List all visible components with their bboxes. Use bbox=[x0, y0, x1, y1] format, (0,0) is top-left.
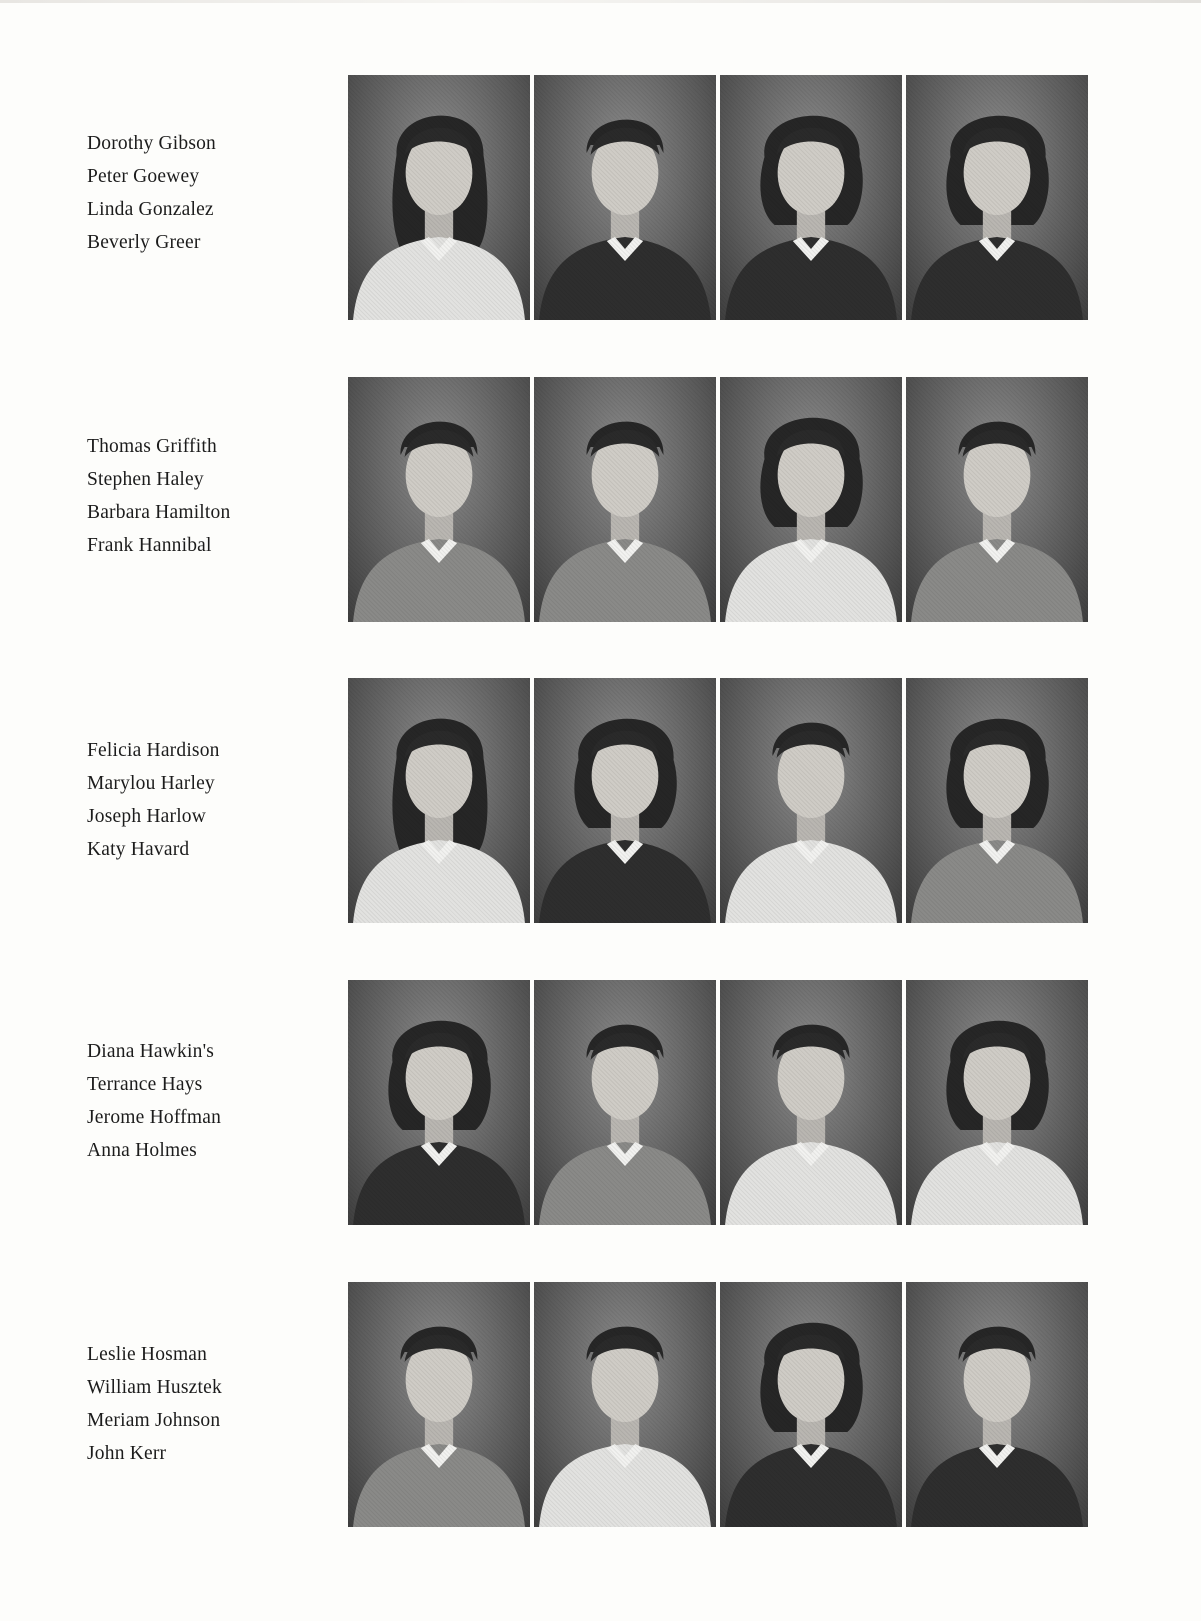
portrait-hair bbox=[773, 723, 850, 756]
portrait-face bbox=[592, 131, 659, 215]
portrait-face bbox=[964, 433, 1031, 517]
student-portrait bbox=[534, 75, 716, 320]
student-name: Beverly Greer bbox=[87, 232, 201, 253]
portrait-fringe bbox=[777, 1335, 846, 1362]
portrait-illustration bbox=[720, 75, 902, 320]
portrait-fringe bbox=[777, 128, 846, 155]
portrait-collar bbox=[793, 539, 829, 563]
portrait-illustration bbox=[348, 1282, 530, 1527]
portrait-face bbox=[964, 131, 1031, 215]
portrait-clothing bbox=[725, 1444, 897, 1527]
portrait-neck bbox=[983, 502, 1011, 547]
portrait-illustration bbox=[348, 980, 530, 1225]
portrait-neck bbox=[983, 1407, 1011, 1452]
portrait-neck bbox=[611, 1105, 639, 1150]
student-name: Peter Goewey bbox=[87, 166, 200, 187]
student-name: Jerome Hoffman bbox=[87, 1107, 222, 1128]
student-name: Anna Holmes bbox=[87, 1140, 197, 1161]
portrait-collar bbox=[421, 840, 457, 864]
portrait-collar bbox=[793, 1444, 829, 1468]
student-portrait bbox=[906, 1282, 1088, 1527]
portrait-fringe bbox=[591, 731, 660, 758]
student-name: Frank Hannibal bbox=[87, 535, 212, 556]
portrait-illustration bbox=[720, 1282, 902, 1527]
name-list bbox=[87, 127, 216, 259]
portrait-collar bbox=[421, 539, 457, 563]
portrait-fringe bbox=[963, 1033, 1032, 1060]
portrait-collar bbox=[607, 1142, 643, 1166]
portrait-fringe bbox=[591, 1033, 660, 1060]
portrait-collar bbox=[607, 539, 643, 563]
portrait-clothing bbox=[911, 539, 1083, 622]
portrait-hair bbox=[392, 116, 487, 250]
portrait-neck bbox=[425, 200, 453, 245]
portrait-clothing bbox=[911, 1444, 1083, 1527]
portrait-face bbox=[406, 433, 473, 517]
portrait-hair bbox=[773, 1025, 850, 1058]
student-name: Leslie Hosman bbox=[87, 1344, 208, 1365]
portrait-fringe bbox=[963, 430, 1032, 457]
portrait-collar bbox=[793, 237, 829, 261]
student-portrait bbox=[906, 75, 1088, 320]
portrait-clothing bbox=[353, 539, 525, 622]
portrait-clothing bbox=[911, 237, 1083, 320]
student-portrait bbox=[720, 75, 902, 320]
portrait-neck bbox=[425, 1105, 453, 1150]
portrait-face bbox=[592, 734, 659, 818]
portrait-face bbox=[778, 433, 845, 517]
portrait-clothing bbox=[725, 840, 897, 923]
photo-strip bbox=[348, 377, 1088, 622]
portrait-fringe bbox=[777, 1033, 846, 1060]
student-row bbox=[0, 678, 1201, 928]
portrait-face bbox=[778, 131, 845, 215]
student-portrait bbox=[534, 1282, 716, 1527]
student-name: Terrance Hays bbox=[87, 1074, 203, 1095]
portrait-hair bbox=[760, 418, 862, 527]
portrait-illustration bbox=[534, 980, 716, 1225]
portrait-face bbox=[964, 1338, 1031, 1422]
student-portrait bbox=[348, 980, 530, 1225]
student-portrait bbox=[720, 678, 902, 923]
portrait-collar bbox=[607, 840, 643, 864]
portrait-illustration bbox=[906, 377, 1088, 622]
portrait-hair bbox=[587, 1327, 664, 1360]
portrait-fringe bbox=[591, 1335, 660, 1362]
student-portrait bbox=[348, 377, 530, 622]
portrait-clothing bbox=[725, 237, 897, 320]
portrait-collar bbox=[421, 1444, 457, 1468]
portrait-face bbox=[778, 1338, 845, 1422]
portrait-face bbox=[592, 433, 659, 517]
portrait-hair bbox=[392, 719, 487, 853]
portrait-clothing bbox=[725, 539, 897, 622]
student-name: Barbara Hamilton bbox=[87, 502, 231, 523]
portrait-illustration bbox=[348, 377, 530, 622]
portrait-clothing bbox=[353, 1444, 525, 1527]
portrait-neck bbox=[797, 1105, 825, 1150]
student-name: Katy Havard bbox=[87, 839, 190, 860]
portrait-neck bbox=[611, 200, 639, 245]
portrait-fringe bbox=[777, 430, 846, 457]
portrait-illustration bbox=[906, 678, 1088, 923]
portrait-face bbox=[964, 734, 1031, 818]
portrait-hair bbox=[760, 116, 862, 225]
portrait-clothing bbox=[539, 1444, 711, 1527]
student-row bbox=[0, 1282, 1201, 1532]
portrait-hair bbox=[946, 719, 1048, 828]
portrait-illustration bbox=[720, 678, 902, 923]
portrait-clothing bbox=[353, 237, 525, 320]
student-name: Dorothy Gibson bbox=[87, 133, 217, 154]
student-name: Diana Hawkin's bbox=[87, 1041, 215, 1062]
portrait-face bbox=[964, 1036, 1031, 1120]
student-row bbox=[0, 75, 1201, 325]
portrait-illustration bbox=[534, 377, 716, 622]
student-row bbox=[0, 980, 1201, 1230]
student-row bbox=[0, 377, 1201, 627]
portrait-clothing bbox=[539, 539, 711, 622]
student-name: Thomas Griffith bbox=[87, 436, 217, 457]
student-portrait bbox=[720, 377, 902, 622]
portrait-face bbox=[592, 1036, 659, 1120]
portrait-fringe bbox=[963, 731, 1032, 758]
photo-strip bbox=[348, 980, 1088, 1225]
name-list bbox=[87, 1338, 222, 1470]
portrait-neck bbox=[797, 502, 825, 547]
portrait-face bbox=[778, 734, 845, 818]
portrait-illustration bbox=[906, 75, 1088, 320]
portrait-face bbox=[406, 1036, 473, 1120]
student-portrait bbox=[906, 980, 1088, 1225]
portrait-fringe bbox=[405, 731, 474, 758]
portrait-illustration bbox=[534, 678, 716, 923]
student-portrait bbox=[906, 678, 1088, 923]
portrait-hair bbox=[574, 719, 676, 828]
portrait-hair bbox=[946, 116, 1048, 225]
portrait-face bbox=[406, 734, 473, 818]
portrait-illustration bbox=[720, 377, 902, 622]
portrait-collar bbox=[421, 237, 457, 261]
portrait-neck bbox=[983, 200, 1011, 245]
portrait-fringe bbox=[591, 430, 660, 457]
portrait-clothing bbox=[911, 1142, 1083, 1225]
name-list bbox=[87, 734, 220, 866]
student-portrait bbox=[906, 377, 1088, 622]
portrait-collar bbox=[793, 840, 829, 864]
student-name: John Kerr bbox=[87, 1443, 167, 1464]
portrait-neck bbox=[983, 803, 1011, 848]
portrait-clothing bbox=[539, 237, 711, 320]
student-portrait bbox=[534, 377, 716, 622]
portrait-neck bbox=[983, 1105, 1011, 1150]
portrait-collar bbox=[607, 1444, 643, 1468]
portrait-hair bbox=[587, 120, 664, 153]
portrait-hair bbox=[401, 422, 478, 455]
student-portrait bbox=[720, 1282, 902, 1527]
portrait-clothing bbox=[539, 840, 711, 923]
portrait-illustration bbox=[348, 678, 530, 923]
portrait-face bbox=[406, 1338, 473, 1422]
portrait-fringe bbox=[405, 1033, 474, 1060]
student-portrait bbox=[534, 678, 716, 923]
portrait-neck bbox=[611, 803, 639, 848]
portrait-illustration bbox=[348, 75, 530, 320]
portrait-collar bbox=[979, 1142, 1015, 1166]
portrait-clothing bbox=[539, 1142, 711, 1225]
student-name: Linda Gonzalez bbox=[87, 199, 214, 220]
student-portrait bbox=[534, 980, 716, 1225]
portrait-clothing bbox=[911, 840, 1083, 923]
portrait-collar bbox=[607, 237, 643, 261]
portrait-hair bbox=[959, 1327, 1036, 1360]
portrait-illustration bbox=[720, 980, 902, 1225]
student-portrait bbox=[348, 75, 530, 320]
portrait-illustration bbox=[534, 1282, 716, 1527]
portrait-neck bbox=[611, 1407, 639, 1452]
portrait-hair bbox=[401, 1327, 478, 1360]
portrait-neck bbox=[797, 803, 825, 848]
portrait-hair bbox=[946, 1021, 1048, 1130]
student-name: Joseph Harlow bbox=[87, 806, 207, 827]
portrait-clothing bbox=[353, 840, 525, 923]
portrait-neck bbox=[425, 803, 453, 848]
student-portrait bbox=[720, 980, 902, 1225]
student-name: Meriam Johnson bbox=[87, 1410, 221, 1431]
student-name: William Husztek bbox=[87, 1377, 222, 1398]
portrait-fringe bbox=[405, 430, 474, 457]
portrait-neck bbox=[797, 1407, 825, 1452]
photo-strip bbox=[348, 1282, 1088, 1527]
name-list bbox=[87, 430, 230, 562]
portrait-fringe bbox=[405, 1335, 474, 1362]
portrait-collar bbox=[979, 840, 1015, 864]
student-name: Marylou Harley bbox=[87, 773, 215, 794]
portrait-fringe bbox=[777, 731, 846, 758]
portrait-hair bbox=[388, 1021, 490, 1130]
portrait-neck bbox=[611, 502, 639, 547]
portrait-fringe bbox=[963, 1335, 1032, 1362]
student-portrait bbox=[348, 678, 530, 923]
name-list bbox=[87, 1035, 221, 1167]
portrait-hair bbox=[587, 422, 664, 455]
portrait-hair bbox=[959, 422, 1036, 455]
portrait-clothing bbox=[353, 1142, 525, 1225]
portrait-collar bbox=[979, 237, 1015, 261]
portrait-neck bbox=[425, 1407, 453, 1452]
portrait-neck bbox=[797, 200, 825, 245]
student-name: Felicia Hardison bbox=[87, 740, 220, 761]
portrait-illustration bbox=[906, 980, 1088, 1225]
portrait-clothing bbox=[725, 1142, 897, 1225]
portrait-collar bbox=[793, 1142, 829, 1166]
portrait-illustration bbox=[534, 75, 716, 320]
portrait-collar bbox=[979, 539, 1015, 563]
photo-strip bbox=[348, 678, 1088, 923]
portrait-face bbox=[592, 1338, 659, 1422]
portrait-fringe bbox=[591, 128, 660, 155]
portrait-illustration bbox=[906, 1282, 1088, 1527]
student-portrait bbox=[348, 1282, 530, 1527]
portrait-hair bbox=[587, 1025, 664, 1058]
photo-strip bbox=[348, 75, 1088, 320]
page-edge bbox=[0, 0, 1201, 3]
portrait-collar bbox=[421, 1142, 457, 1166]
portrait-fringe bbox=[405, 128, 474, 155]
portrait-hair bbox=[760, 1323, 862, 1432]
portrait-face bbox=[778, 1036, 845, 1120]
student-name: Stephen Haley bbox=[87, 469, 204, 490]
portrait-neck bbox=[425, 502, 453, 547]
portrait-fringe bbox=[963, 128, 1032, 155]
portrait-face bbox=[406, 131, 473, 215]
portrait-collar bbox=[979, 1444, 1015, 1468]
